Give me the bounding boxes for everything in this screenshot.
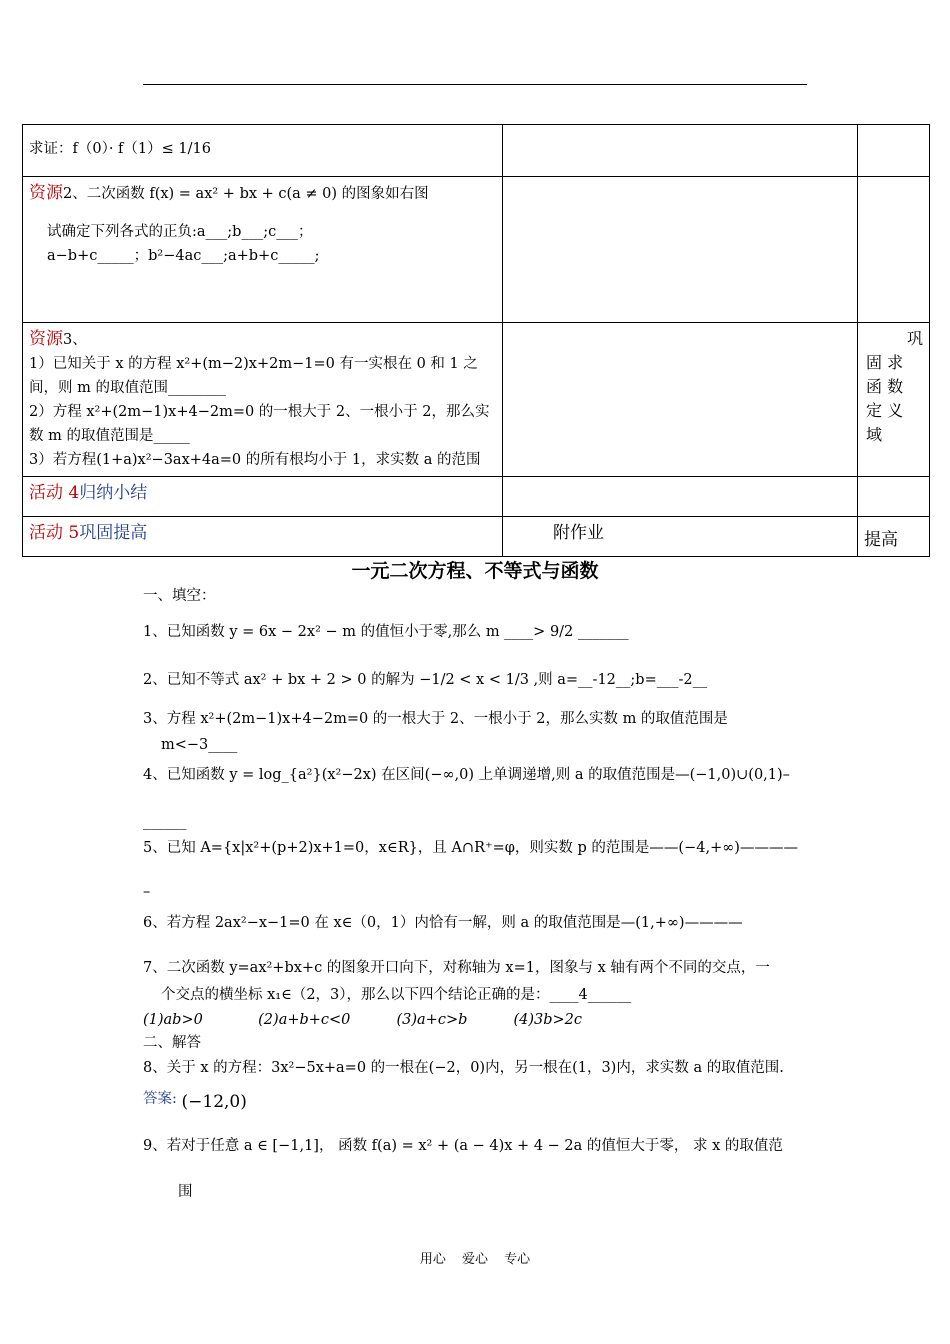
proof-cell <box>23 125 503 177</box>
table-row <box>23 125 930 177</box>
resource3-item3: 3）若方程(1+a)x²−3ax+4a=0 的所有根均小于 1，求实数 a 的范围 <box>29 452 481 468</box>
question-4: 4、已知函数 y = log_{a²}(x²−2x) 在区间(−∞,0) 上单调递增,则 a 的取值范围是—(−1,0)∪(0,1)– <box>143 767 790 783</box>
activity-title: 巩固提高 <box>79 523 148 543</box>
goal-char: 固 求 <box>866 353 904 372</box>
question-9-tail: 围 <box>178 1184 193 1200</box>
page-footer: 用心 爱心 专心 <box>419 1252 531 1267</box>
right-cell <box>858 125 930 177</box>
section-heading: 一、填空： <box>143 588 216 604</box>
right-cell <box>858 177 930 323</box>
question-5: 5、已知 A={x|x²+(p+2)x+1=0，x∈R}，且 A∩R⁺=φ，则实数 p 的范围是——(−4,+∞)———— <box>143 840 798 856</box>
activity5-cell <box>23 517 503 557</box>
table-row <box>23 517 930 557</box>
resource2-line2: a−b+c_____；b²−4ac___;a+b+c_____; <box>47 248 320 264</box>
resource2-cell <box>23 177 503 323</box>
section-heading: 二、解答 <box>143 1035 201 1051</box>
middle-cell <box>503 177 858 323</box>
resource-label: 资源 <box>29 329 63 349</box>
goal-cell <box>858 323 930 477</box>
answer-label: 答案: <box>143 1091 177 1107</box>
improve-text: 提高 <box>864 530 898 550</box>
goal-char: 定 义 <box>866 401 904 420</box>
question-8-answer <box>143 1086 813 1111</box>
activity-title: 归纳小结 <box>79 483 148 503</box>
answer-value: (−12,0) <box>181 1092 247 1112</box>
resource3-item2: 2）方程 x²+(2m−1)x+4−2m=0 的一根大于 2、一根小于 2，那么实数 m 的取值范围是_____ <box>29 404 490 444</box>
question-5-tail: – <box>143 884 151 900</box>
resource-label: 资源 <box>29 183 63 203</box>
right-cell <box>858 477 930 517</box>
homework-text: 附作业 <box>553 523 604 543</box>
page-title: 一元二次方程、不等式与函数 <box>351 560 599 582</box>
header-rule <box>143 84 807 85</box>
activity-number: 活动 5 <box>29 523 80 543</box>
goal-char: 域 <box>866 425 883 444</box>
resource3-text: 3、 <box>63 332 87 348</box>
table-row <box>23 177 930 323</box>
question-7-options: (1)ab>0 (2)a+b+c<0 (3)a+c>b (4)3b>2c <box>143 1012 583 1028</box>
homework-cell <box>503 517 858 557</box>
activity-number: 活动 4 <box>29 483 80 503</box>
question-1: 1、已知函数 y = 6x − 2x² − m 的值恒小于零,那么 m ____> 9/2 _______ <box>143 624 629 640</box>
proof-text: 求证：f（0）· f（1）≤ 1/16 <box>29 141 211 157</box>
question-3-answer: m<−3____ <box>161 737 238 753</box>
goal-char: 函 数 <box>866 377 904 396</box>
question-3: 3、方程 x²+(2m−1)x+4−2m=0 的一根大于 2、一根小于 2，那么实数 m 的取值范围是 <box>143 711 728 727</box>
question-9: 9、若对于任意 a ∈ [−1,1]， 函数 f(a) = x² + (a − 4)x + 4 − 2a 的值恒大于零， 求 x 的取值范 <box>143 1138 783 1154</box>
table-row <box>23 323 930 477</box>
middle-cell <box>503 477 858 517</box>
lesson-table <box>22 124 930 557</box>
question-7-line2: 个交点的横坐标 x₁∈（2，3），那么以下四个结论正确的是：____4______ <box>161 987 632 1003</box>
resource3-item1: 1）已知关于 x 的方程 x²+(m−2)x+2m−1=0 有一实根在 0 和 1 之间，则 m 的取值范围________ <box>29 356 478 396</box>
activity4-cell <box>23 477 503 517</box>
middle-cell <box>503 323 858 477</box>
question-8: 8、关于 x 的方程：3x²−5x+a=0 的一根在(−2，0)内，另一根在(1，3)内，求实数 a 的取值范围. <box>143 1060 784 1076</box>
question-2: 2、已知不等式 ax² + bx + 2 > 0 的解为 −1/2 < x < 1/3 ,则 a=__-12__;b=___-2__ <box>143 672 708 688</box>
resource2-line1: 试确定下列各式的正负:a___;b___;c___； <box>47 224 313 240</box>
goal-char: 巩 <box>906 329 923 348</box>
improve-cell <box>858 517 930 557</box>
question-4-tail: ______ <box>143 814 187 830</box>
middle-cell <box>503 125 858 177</box>
resource2-text: 2、二次函数 f(x) = ax² + bx + c(a ≠ 0) 的图象如右图 <box>63 186 429 202</box>
table-row <box>23 477 930 517</box>
question-7: 7、二次函数 y=ax²+bx+c 的图象开口向下，对称轴为 x=1，图象与 x 轴有两个不同的交点，一 <box>143 960 770 976</box>
question-6: 6、若方程 2ax²−x−1=0 在 x∈（0，1）内恰有一解，则 a 的取值范围是—(1,+∞)———— <box>143 915 743 931</box>
resource3-cell <box>23 323 503 477</box>
